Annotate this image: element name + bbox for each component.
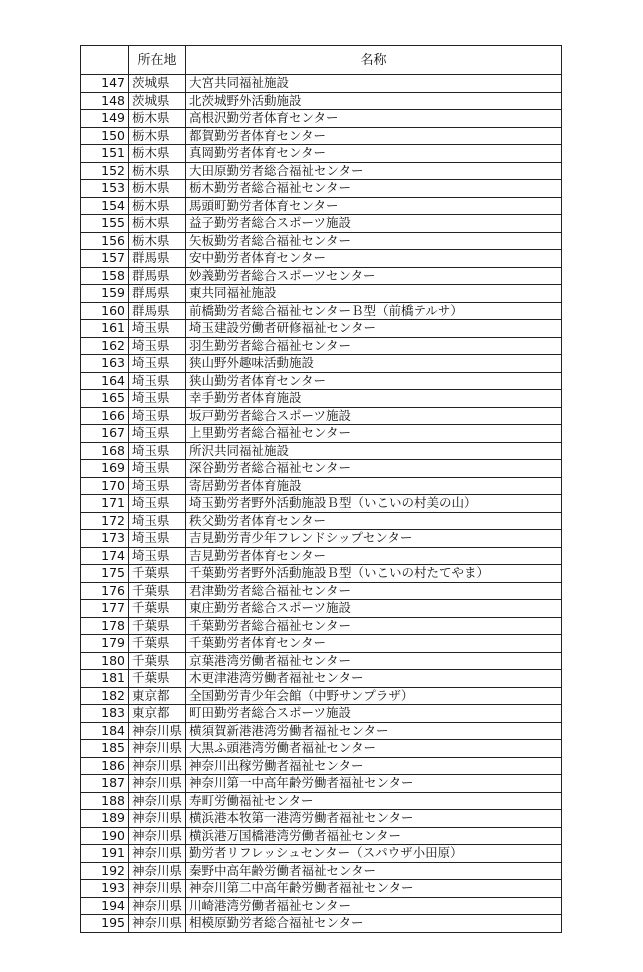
row-location: 神奈川県: [129, 915, 186, 933]
row-facility-name: 千葉勤労者野外活動施設Ｂ型（いこいの村たてやま）: [186, 565, 562, 583]
row-facility-name: 吉見勤労者体育センター: [186, 547, 562, 565]
row-facility-name: 寿町労働福祉センター: [186, 792, 562, 810]
row-number: 191: [81, 845, 129, 863]
row-number: 170: [81, 477, 129, 495]
row-location: 埼玉県: [129, 460, 186, 478]
table-row: [81, 757, 562, 775]
row-number: 155: [81, 215, 129, 233]
row-location: 千葉県: [129, 652, 186, 670]
row-facility-name: 大宮共同福祉施設: [186, 75, 562, 93]
row-facility-name: 神奈川出稼労働者福祉センター: [186, 757, 562, 775]
table-row: [81, 250, 562, 268]
row-number: 186: [81, 757, 129, 775]
row-location: 神奈川県: [129, 775, 186, 793]
row-location: 群馬県: [129, 285, 186, 303]
table-row: [81, 215, 562, 233]
row-location: 埼玉県: [129, 355, 186, 373]
row-facility-name: 馬頭町勤労者体育センター: [186, 197, 562, 215]
table-row: [81, 232, 562, 250]
row-number: 164: [81, 372, 129, 390]
row-number: 184: [81, 722, 129, 740]
row-location: 埼玉県: [129, 407, 186, 425]
table-row: [81, 687, 562, 705]
row-facility-name: 寄居勤労者体育施設: [186, 477, 562, 495]
table-row: [81, 127, 562, 145]
header-number: [81, 46, 129, 75]
table-row: [81, 92, 562, 110]
table-row: [81, 425, 562, 443]
row-number: 189: [81, 810, 129, 828]
table-row: [81, 810, 562, 828]
row-facility-name: 狭山勤労者体育センター: [186, 372, 562, 390]
table-row: [81, 722, 562, 740]
table-row: [81, 827, 562, 845]
row-number: 156: [81, 232, 129, 250]
row-facility-name: 羽生勤労者総合福祉センター: [186, 337, 562, 355]
row-facility-name: 都賀勤労者体育センター: [186, 127, 562, 145]
row-number: 176: [81, 582, 129, 600]
row-number: 168: [81, 442, 129, 460]
row-facility-name: 安中勤労者体育センター: [186, 250, 562, 268]
row-location: 神奈川県: [129, 897, 186, 915]
row-location: 千葉県: [129, 617, 186, 635]
row-number: 188: [81, 792, 129, 810]
row-number: 147: [81, 75, 129, 93]
row-number: 152: [81, 162, 129, 180]
table-row: [81, 75, 562, 93]
row-number: 187: [81, 775, 129, 793]
row-number: 190: [81, 827, 129, 845]
table-row: [81, 617, 562, 635]
row-location: 千葉県: [129, 600, 186, 618]
row-number: 153: [81, 180, 129, 198]
table-row: [81, 565, 562, 583]
row-facility-name: 高根沢勤労者体育センター: [186, 110, 562, 128]
row-facility-name: 狭山野外趣味活動施設: [186, 355, 562, 373]
row-location: 千葉県: [129, 635, 186, 653]
table-row: [81, 530, 562, 548]
row-facility-name: 町田勤労者総合スポーツ施設: [186, 705, 562, 723]
row-number: 149: [81, 110, 129, 128]
table-row: [81, 897, 562, 915]
row-number: 178: [81, 617, 129, 635]
table-row: [81, 302, 562, 320]
table-row: [81, 547, 562, 565]
row-location: 埼玉県: [129, 390, 186, 408]
row-facility-name: 木更津港湾労働者福祉センター: [186, 670, 562, 688]
row-location: 栃木県: [129, 110, 186, 128]
row-facility-name: 吉見勤労青少年フレンドシップセンター: [186, 530, 562, 548]
row-location: 栃木県: [129, 180, 186, 198]
row-location: 千葉県: [129, 565, 186, 583]
table-row: [81, 442, 562, 460]
table-row: [81, 180, 562, 198]
row-location: 栃木県: [129, 215, 186, 233]
row-location: 神奈川県: [129, 740, 186, 758]
row-facility-name: 横須賀新港港湾労働者福祉センター: [186, 722, 562, 740]
row-location: 神奈川県: [129, 880, 186, 898]
table-row: [81, 460, 562, 478]
row-location: 神奈川県: [129, 827, 186, 845]
row-location: 埼玉県: [129, 320, 186, 338]
table-row: [81, 915, 562, 933]
row-facility-name: 神奈川第二中高年齢労働者福祉センター: [186, 880, 562, 898]
row-number: 160: [81, 302, 129, 320]
row-facility-name: 益子勤労者総合スポーツ施設: [186, 215, 562, 233]
row-facility-name: 妙義勤労者総合スポーツセンター: [186, 267, 562, 285]
table-row: [81, 355, 562, 373]
row-number: 163: [81, 355, 129, 373]
row-number: 192: [81, 862, 129, 880]
row-facility-name: 川崎港湾労働者福祉センター: [186, 897, 562, 915]
row-facility-name: 前橋勤労者総合福祉センターＢ型（前橋テルサ）: [186, 302, 562, 320]
row-location: 栃木県: [129, 145, 186, 163]
row-number: 154: [81, 197, 129, 215]
row-number: 169: [81, 460, 129, 478]
table-row: [81, 670, 562, 688]
table-row: [81, 705, 562, 723]
header-location: 所在地: [129, 46, 186, 75]
row-location: 神奈川県: [129, 810, 186, 828]
row-facility-name: 真岡勤労者体育センター: [186, 145, 562, 163]
row-number: 150: [81, 127, 129, 145]
row-location: 埼玉県: [129, 372, 186, 390]
table-row: [81, 477, 562, 495]
table-row: [81, 740, 562, 758]
row-number: 195: [81, 915, 129, 933]
table-row: [81, 337, 562, 355]
row-number: 151: [81, 145, 129, 163]
row-number: 180: [81, 652, 129, 670]
table-body: [81, 75, 562, 933]
table-row: [81, 372, 562, 390]
row-number: 179: [81, 635, 129, 653]
row-location: 埼玉県: [129, 530, 186, 548]
table-row: [81, 267, 562, 285]
row-location: 茨城県: [129, 75, 186, 93]
row-location: 東京都: [129, 687, 186, 705]
table-row: [81, 775, 562, 793]
row-location: 埼玉県: [129, 477, 186, 495]
row-location: 群馬県: [129, 302, 186, 320]
row-facility-name: 所沢共同福祉施設: [186, 442, 562, 460]
row-number: 194: [81, 897, 129, 915]
row-facility-name: 京葉港湾労働者福祉センター: [186, 652, 562, 670]
row-number: 182: [81, 687, 129, 705]
header-name: 名称: [186, 46, 562, 75]
row-facility-name: 埼玉勤労者野外活動施設Ｂ型（いこいの村美の山）: [186, 495, 562, 513]
row-number: 172: [81, 512, 129, 530]
row-facility-name: 大田原勤労者総合福祉センター: [186, 162, 562, 180]
row-location: 栃木県: [129, 197, 186, 215]
row-number: 157: [81, 250, 129, 268]
row-facility-name: 神奈川第一中高年齢労働者福祉センター: [186, 775, 562, 793]
row-number: 174: [81, 547, 129, 565]
row-facility-name: 幸手勤労者体育施設: [186, 390, 562, 408]
row-facility-name: 上里勤労者総合福祉センター: [186, 425, 562, 443]
row-facility-name: 東庄勤労者総合スポーツ施設: [186, 600, 562, 618]
row-location: 群馬県: [129, 267, 186, 285]
row-location: 千葉県: [129, 582, 186, 600]
table-row: [81, 285, 562, 303]
table-row: [81, 197, 562, 215]
row-facility-name: 栃木勤労者総合福祉センター: [186, 180, 562, 198]
row-number: 173: [81, 530, 129, 548]
row-location: 栃木県: [129, 162, 186, 180]
table-row: [81, 495, 562, 513]
table-row: [81, 652, 562, 670]
table-row: [81, 582, 562, 600]
row-location: 神奈川県: [129, 757, 186, 775]
table-row: [81, 407, 562, 425]
row-facility-name: 相模原勤労者総合福祉センター: [186, 915, 562, 933]
table-row: [81, 162, 562, 180]
row-number: 193: [81, 880, 129, 898]
row-location: 千葉県: [129, 670, 186, 688]
table-row: [81, 880, 562, 898]
row-number: 159: [81, 285, 129, 303]
row-facility-name: 横浜港本牧第一港湾労働者福祉センター: [186, 810, 562, 828]
row-facility-name: 千葉勤労者体育センター: [186, 635, 562, 653]
table-row: [81, 145, 562, 163]
row-facility-name: 横浜港万国橋港湾労働者福祉センター: [186, 827, 562, 845]
row-number: 162: [81, 337, 129, 355]
row-location: 神奈川県: [129, 862, 186, 880]
table-row: [81, 320, 562, 338]
row-number: 165: [81, 390, 129, 408]
row-number: 171: [81, 495, 129, 513]
row-location: 埼玉県: [129, 337, 186, 355]
row-facility-name: 坂戸勤労者総合スポーツ施設: [186, 407, 562, 425]
row-facility-name: 秩父勤労者体育センター: [186, 512, 562, 530]
row-number: 177: [81, 600, 129, 618]
table-row: [81, 635, 562, 653]
row-facility-name: 秦野中高年齢労働者福祉センター: [186, 862, 562, 880]
row-facility-name: 東共同福祉施設: [186, 285, 562, 303]
row-location: 東京都: [129, 705, 186, 723]
row-number: 167: [81, 425, 129, 443]
row-number: 161: [81, 320, 129, 338]
table-row: [81, 512, 562, 530]
row-location: 神奈川県: [129, 845, 186, 863]
row-location: 埼玉県: [129, 425, 186, 443]
table-row: [81, 600, 562, 618]
row-facility-name: 北茨城野外活動施設: [186, 92, 562, 110]
table-row: [81, 792, 562, 810]
row-facility-name: 勤労者リフレッシュセンター（スパウザ小田原）: [186, 845, 562, 863]
row-location: 群馬県: [129, 250, 186, 268]
row-location: 埼玉県: [129, 547, 186, 565]
row-facility-name: 矢板勤労者総合福祉センター: [186, 232, 562, 250]
table-row: [81, 110, 562, 128]
row-number: 148: [81, 92, 129, 110]
row-location: 埼玉県: [129, 512, 186, 530]
row-location: 茨城県: [129, 92, 186, 110]
row-number: 181: [81, 670, 129, 688]
row-number: 166: [81, 407, 129, 425]
table-row: [81, 862, 562, 880]
row-facility-name: 埼玉建設労働者研修福祉センター: [186, 320, 562, 338]
table-row: [81, 845, 562, 863]
row-facility-name: 大黒ふ頭港湾労働者福祉センター: [186, 740, 562, 758]
row-number: 175: [81, 565, 129, 583]
row-location: 埼玉県: [129, 495, 186, 513]
table-row: [81, 390, 562, 408]
table-header-row: [81, 46, 562, 75]
row-number: 158: [81, 267, 129, 285]
row-facility-name: 千葉勤労者総合福祉センター: [186, 617, 562, 635]
row-facility-name: 君津勤労者総合福祉センター: [186, 582, 562, 600]
facility-table: [80, 45, 562, 933]
row-facility-name: 全国勤労青少年会館（中野サンプラザ）: [186, 687, 562, 705]
row-number: 183: [81, 705, 129, 723]
row-location: 埼玉県: [129, 442, 186, 460]
row-facility-name: 深谷勤労者総合福祉センター: [186, 460, 562, 478]
row-location: 神奈川県: [129, 722, 186, 740]
row-number: 185: [81, 740, 129, 758]
row-location: 栃木県: [129, 127, 186, 145]
row-location: 栃木県: [129, 232, 186, 250]
row-location: 神奈川県: [129, 792, 186, 810]
